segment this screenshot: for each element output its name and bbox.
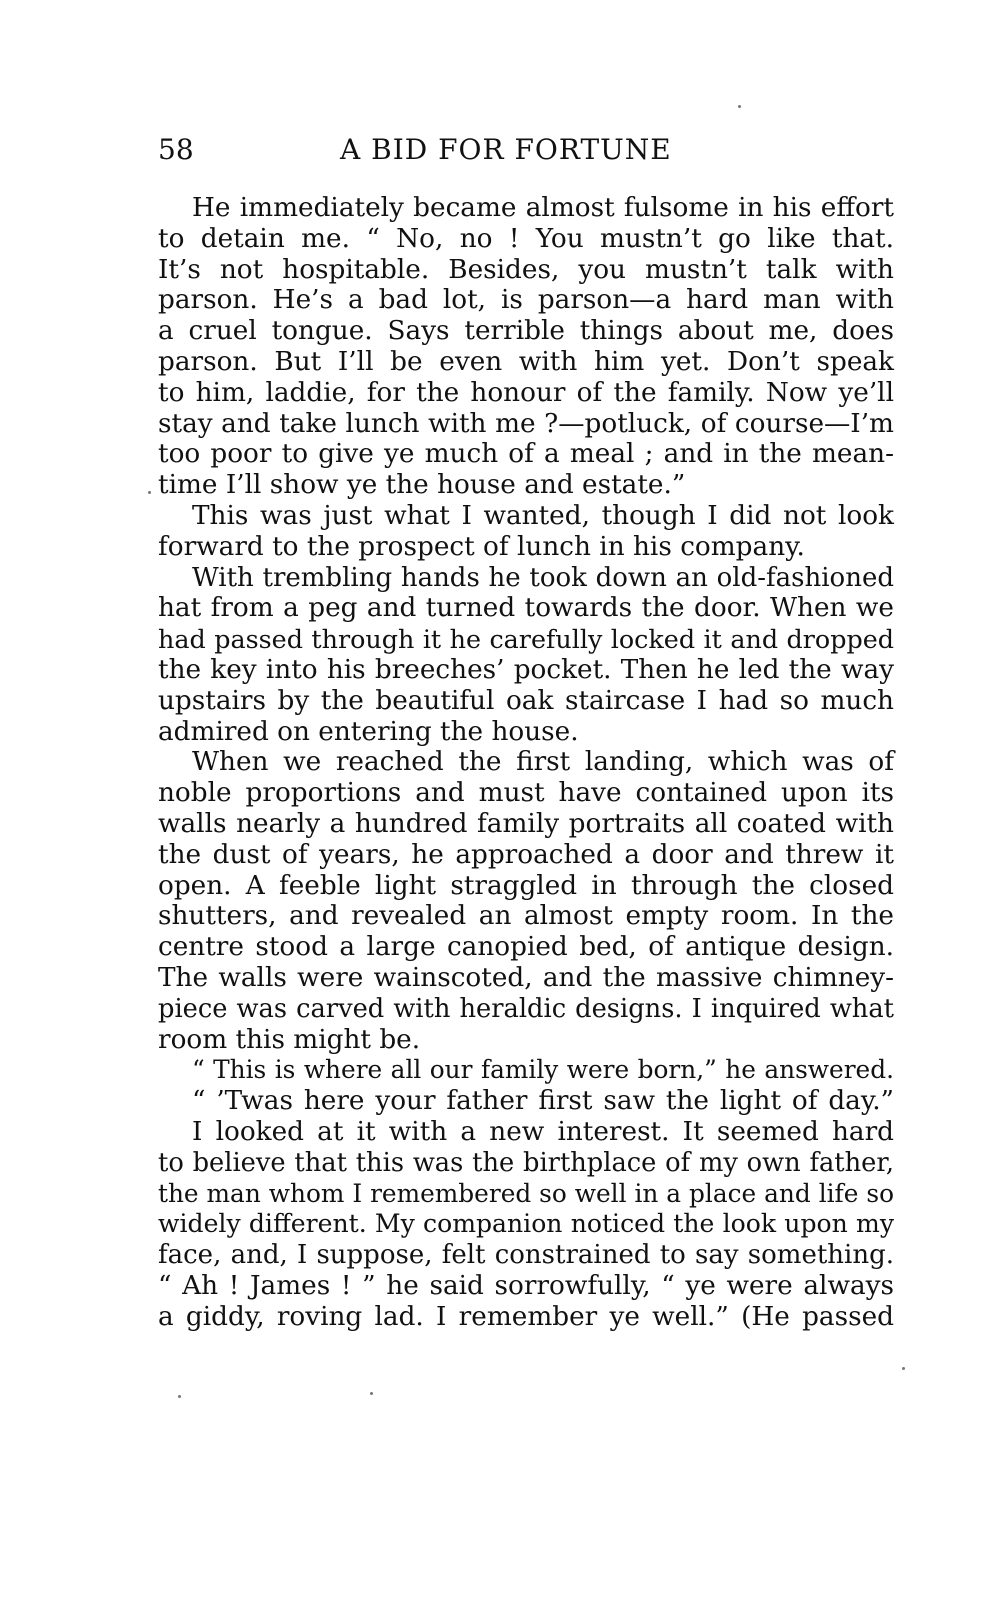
text-line: admired on entering the house. xyxy=(158,716,579,747)
text-line: to him, laddie, for the honour of the family. Now ye’ll xyxy=(158,377,894,408)
text-line: a giddy, roving lad. I remember ye well.” (He passed xyxy=(158,1301,894,1332)
page-header xyxy=(158,132,894,172)
running-title: A BID FOR FORTUNE xyxy=(340,133,672,166)
text-line: “ ’Twas here your father first saw the light of day.” xyxy=(192,1086,894,1117)
text-line: widely different. My companion noticed the look upon my xyxy=(158,1209,894,1239)
text-line: parson. He’s a bad lot, is parson—a hard man with xyxy=(158,285,894,316)
print-speck xyxy=(902,1367,905,1370)
text-line: He immediately became almost fulsome in his effort xyxy=(192,193,894,223)
text-line: “ Ah ! James ! ” he said sorrowfully, “ ye were always xyxy=(158,1270,894,1301)
text-line: a cruel tongue. Says terrible things about me, does xyxy=(158,316,894,347)
text-line: the man whom I remembered so well in a place and life so xyxy=(158,1178,894,1208)
text-line: to believe that this was the birthplace of my own father, xyxy=(158,1147,894,1178)
text-line: face, and, I suppose, felt constrained to say something. xyxy=(158,1240,894,1271)
text-line: the key into his breeches’ pocket. Then he led the way xyxy=(158,654,894,685)
text-line: upstairs by the beautiful oak staircase I had so much xyxy=(158,685,894,716)
print-speck xyxy=(738,105,741,108)
print-speck xyxy=(178,1395,181,1398)
text-line: forward to the prospect of lunch in his company. xyxy=(158,531,805,562)
page-number: 58 xyxy=(158,133,194,166)
print-speck xyxy=(148,491,151,494)
text-line: This was just what I wanted, though I did not look xyxy=(192,500,894,531)
body-text xyxy=(158,193,894,1332)
text-line: open. A feeble light straggled in through the closed xyxy=(158,870,894,901)
text-line: hat from a peg and turned towards the door. When we xyxy=(158,593,894,624)
text-line: time I’ll show ye the house and estate.” xyxy=(158,470,686,501)
text-line: had passed through it he carefully locked it and dropped xyxy=(158,624,894,655)
text-line: the dust of years, he approached a door and threw it xyxy=(158,839,894,870)
print-speck xyxy=(370,1392,373,1395)
text-line: I looked at it with a new interest. It seemed hard xyxy=(192,1116,894,1147)
text-line: to detain me. “ No, no ! You mustn’t go like that. xyxy=(158,223,894,254)
text-line: too poor to give ye much of a meal ; and in the mean- xyxy=(158,439,894,470)
text-line: parson. But I’ll be even with him yet. Don’t speak xyxy=(158,346,894,377)
text-line: With trembling hands he took down an old-fashioned xyxy=(192,562,894,593)
text-line: shutters, and revealed an almost empty room. In the xyxy=(158,901,894,932)
text-line: noble proportions and must have contained upon its xyxy=(158,778,894,809)
text-line: It’s not hospitable. Besides, you mustn’t talk with xyxy=(158,254,894,285)
text-line: piece was carved with heraldic designs. I inquired what xyxy=(158,993,894,1024)
text-line: walls nearly a hundred family portraits all coated with xyxy=(158,808,894,839)
text-line: room this might be. xyxy=(158,1024,421,1055)
text-line: The walls were wainscoted, and the massive chimney- xyxy=(158,962,894,993)
text-line: centre stood a large canopied bed, of antique design. xyxy=(158,932,894,963)
text-line: “ This is where all our family were born,” he answered. xyxy=(192,1055,894,1085)
text-line: When we reached the first landing, which was of xyxy=(192,747,894,778)
text-line: stay and take lunch with me ?—potluck, of course—I’m xyxy=(158,408,894,439)
